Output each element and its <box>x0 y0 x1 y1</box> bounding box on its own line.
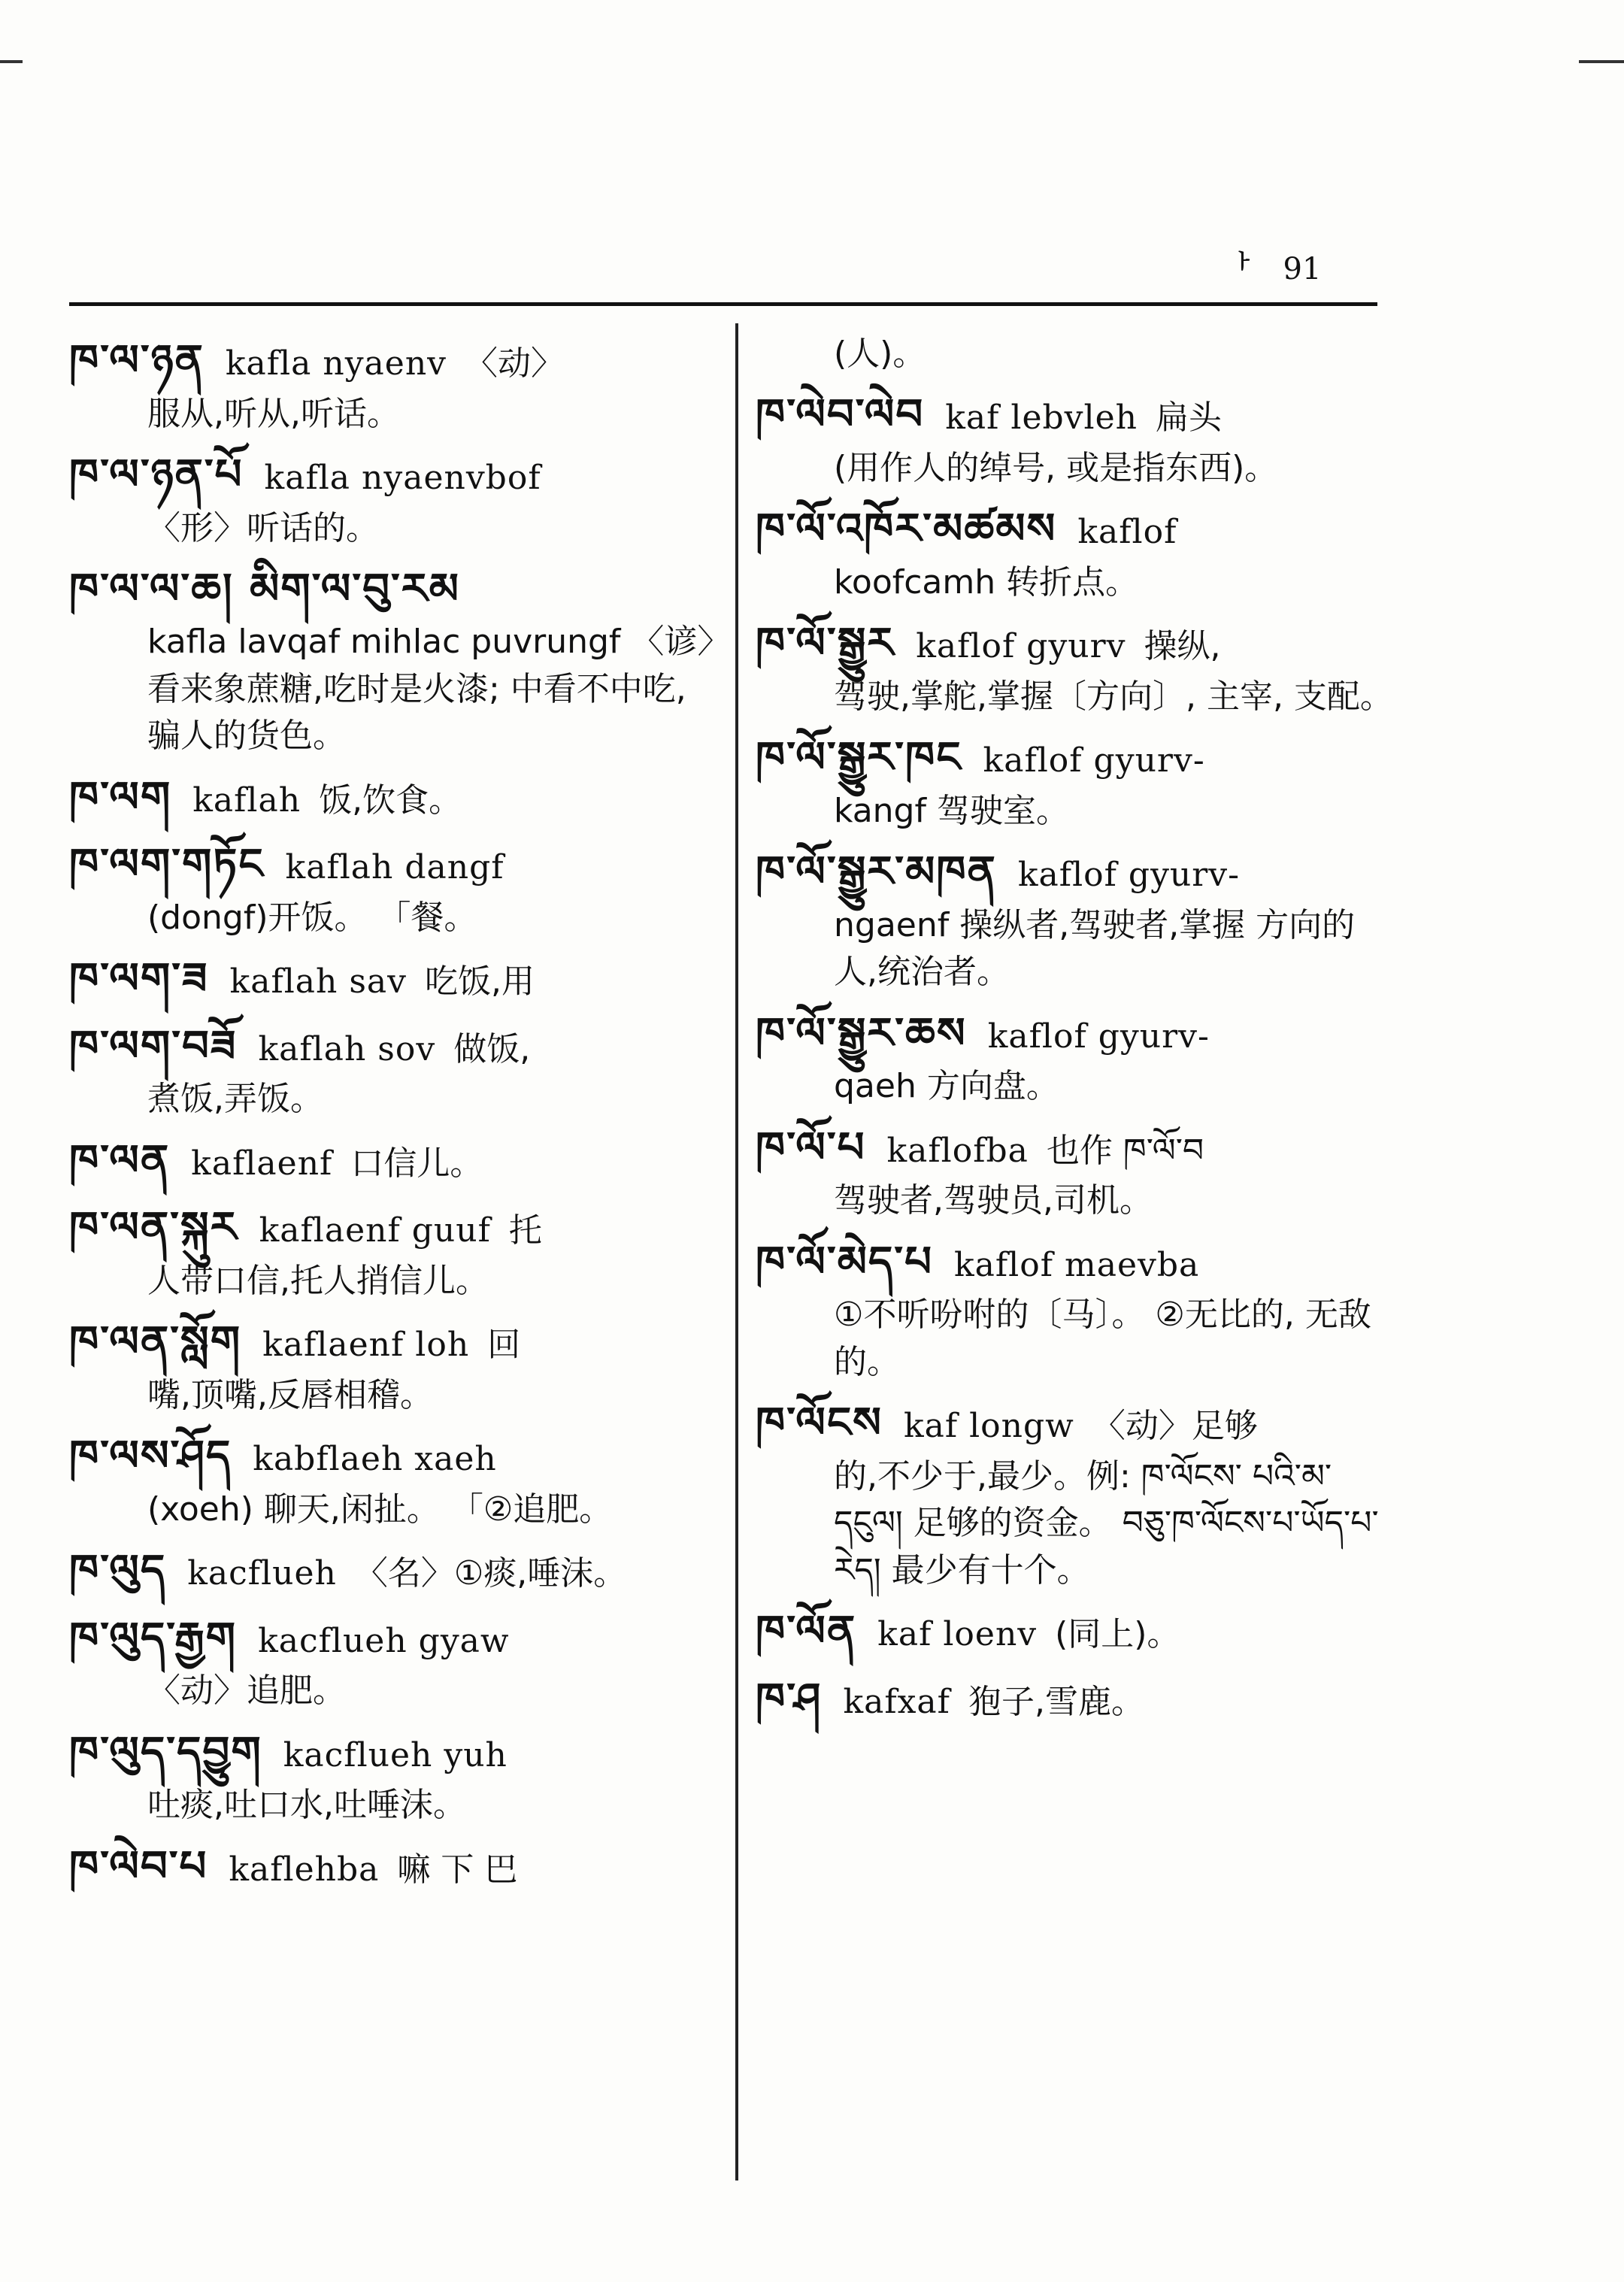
entry-definition: (用作人的绰号, 或是指东西)。 <box>834 448 1278 487</box>
entry-definition-start: 嘛 下 巴 <box>397 1850 518 1889</box>
entry-headword: ཁ་ལེབ་པ <box>69 1841 208 1891</box>
entry-romanization: kaflof gyurv- <box>987 1017 1210 1056</box>
entry-romanization: kaflof <box>1077 513 1177 552</box>
entry-definition-start: 〈名〉①痰,唾沫。 <box>354 1554 627 1593</box>
entry-headword: ཁ་ལག <box>69 772 172 822</box>
entry-first-line <box>69 1541 716 1601</box>
entry-first-line <box>69 1723 716 1783</box>
entry-romanization: kaflehba <box>229 1850 380 1889</box>
entry-first-line <box>756 614 1395 674</box>
entry-headword: ཁ་ལག་གཏོང <box>69 840 265 889</box>
entry-romanization: kaflah dangf <box>285 848 504 887</box>
entry-first-line <box>756 1669 1395 1729</box>
entry-headword: ཁ་ལོ་མེད་པ <box>756 1237 933 1286</box>
dictionary-entry <box>756 842 1395 996</box>
dictionary-entry <box>69 768 716 828</box>
entry-romanization: kaflah sov <box>258 1029 436 1068</box>
entry-definition: 驾驶者,驾驶员,司机。 <box>834 1181 1153 1220</box>
entry-romanization: kaflofba <box>886 1131 1029 1170</box>
entry-first-line <box>756 728 1395 788</box>
entry-romanization: kaflaenf guuf <box>259 1211 491 1250</box>
entry-headword: ཁ་ལན་སྐུར <box>69 1203 238 1253</box>
right-column <box>756 331 1395 1736</box>
dictionary-entry <box>69 331 716 438</box>
dictionary-entry <box>69 949 716 1009</box>
entry-definition-start: 操纵, <box>1144 627 1221 666</box>
entry-romanization: kafla nyaenv <box>225 344 447 383</box>
entry-romanization: kaflof gyurv <box>916 627 1126 666</box>
entry-definition-start: 扁头 <box>1155 399 1222 438</box>
entry-definition-start: 回 <box>487 1326 521 1365</box>
entry-definition: 吐痰,吐口水,吐唾沫。 <box>147 1786 466 1825</box>
dictionary-entry <box>69 1017 716 1123</box>
dictionary-entry <box>756 1232 1395 1386</box>
dictionary-entry <box>69 559 716 760</box>
dictionary-entry <box>69 835 716 941</box>
entry-first-line <box>69 331 716 391</box>
entry-definition: 嘴,顶嘴,反唇相稽。 <box>147 1375 433 1414</box>
entry-headword: ཁ་ལ་ཉན་པོ <box>69 450 244 499</box>
entry-definition: 驾驶,掌舵,掌握〔方向〕, 主宰, 支配。 <box>834 677 1393 716</box>
entry-first-line <box>69 1198 716 1258</box>
entry-definition-start: 饭,饮食。 <box>319 780 462 820</box>
entry-romanization: kaflaenf loh <box>262 1326 470 1365</box>
entry-first-line <box>69 445 716 505</box>
entry-romanization: kaflof maevba <box>953 1245 1200 1284</box>
entry-headword: ཁ་ལན་སློག <box>69 1317 242 1367</box>
dictionary-entry <box>69 1608 716 1715</box>
entry-romanization: kaflof gyurv- <box>983 741 1205 780</box>
entry-romanization: kaf lebvleh <box>945 399 1138 438</box>
dictionary-entry <box>756 1602 1395 1662</box>
entry-first-line <box>69 1837 716 1897</box>
entry-headword: ཁ་ལ་ལ་ཆ། མིག་ལ་བུ་རམ <box>69 564 460 614</box>
entry-headword: ཁ་ལུད <box>69 1546 167 1596</box>
entry-headword: ཁ་ལོ་སྒྱུར་ཁང <box>756 733 962 783</box>
entry-first-line <box>756 385 1395 445</box>
dictionary-entry <box>756 614 1395 720</box>
entry-definition-start: 〈动〉足够 <box>1092 1407 1258 1446</box>
entry-definition-start: 也作 ཁ་ལོ་བ <box>1046 1131 1204 1170</box>
entry-headword: ཁ་ལོན <box>756 1607 857 1656</box>
entry-headword: ཁ་ལོ་སྒྱུར <box>756 619 895 668</box>
scan-edge-mark-left <box>0 60 23 63</box>
entry-headword: ཁ་ཤ <box>756 1674 823 1723</box>
entry-definition: 人带口信,托人捎信儿。 <box>147 1261 489 1300</box>
dictionary-entry <box>756 728 1395 835</box>
entry-definition: 的,不少于,最少。例: ཁ་ལོངས་ པའི་མ་དངུལ། 足够的资金。 བཅུ་ཁ་ལོངས་པ་ཡོད་པ་རེད། 最少有十个。 <box>834 1456 1379 1590</box>
entry-definition: 〈形〉听话的。 <box>147 508 379 547</box>
entry-headword: ཁ་ལོ་སྒྱུར་མཁན <box>756 847 997 897</box>
entry-definition: qaeh 方向盘。 <box>834 1067 1059 1106</box>
entry-definition: ngaenf 操纵者,驾驶者,掌握 方向的人,统治者。 <box>834 905 1356 992</box>
entry-definition-start: 〈动〉 <box>465 344 565 383</box>
entry-first-line <box>756 1232 1395 1293</box>
entry-definition-start: 托 <box>508 1211 542 1250</box>
entry-definition: 煮饭,弄饭。 <box>147 1080 323 1119</box>
dictionary-entry <box>69 1723 716 1829</box>
entry-first-line <box>69 1608 716 1668</box>
entry-first-line <box>69 835 716 895</box>
entry-headword: ཁ་ལག་བཟོ <box>69 1021 238 1071</box>
dictionary-entry <box>69 1837 716 1897</box>
column-divider <box>735 323 738 2180</box>
dictionary-entry <box>69 1312 716 1419</box>
entry-first-line <box>756 1004 1395 1064</box>
page-number: 91 <box>1283 252 1322 286</box>
entry-romanization: kaf longw <box>903 1407 1074 1446</box>
entry-definition-start: 狍子,雪鹿。 <box>968 1682 1144 1721</box>
entry-definition: (人)。 <box>834 335 926 373</box>
left-column <box>69 331 716 1904</box>
entry-first-line <box>69 1312 716 1372</box>
header-rule <box>69 302 1377 306</box>
entry-headword: ཁ་ལ་ཉན <box>69 336 205 385</box>
entry-romanization: kaflaenf <box>191 1144 333 1183</box>
entry-definition-start: 做饭, <box>453 1029 531 1068</box>
entry-definition: ①不听吩咐的〔马〕。 ②无比的, 无敌的。 <box>834 1296 1371 1381</box>
entry-romanization: kafxaf <box>843 1682 950 1721</box>
page-header <box>1218 241 1321 289</box>
entry-first-line <box>69 559 716 620</box>
entry-romanization: kaflah <box>192 780 301 820</box>
entry-romanization: kafla nyaenvbof <box>264 458 541 497</box>
entry-first-line <box>756 1393 1395 1453</box>
entry-romanization: kaflof gyurv- <box>1017 856 1241 895</box>
entry-romanization: kaflah sav <box>229 962 408 1002</box>
entry-first-line <box>69 1131 716 1191</box>
entry-headword: ཁ་ལུད་དབྱུག <box>69 1727 262 1777</box>
entry-headword: ཁ་ལོ་འཁོར་མཚམས <box>756 505 1057 554</box>
entry-definition-start: (同上)。 <box>1055 1615 1180 1654</box>
entry-first-line <box>756 1602 1395 1662</box>
entry-definition: 服从,听从,听话。 <box>147 394 400 433</box>
entry-romanization: kacflueh <box>187 1554 337 1593</box>
entry-headword: ཁ་ལུད་རྒྱག <box>69 1613 238 1662</box>
entry-definition: (xoeh) 聊天,闲扯。 「②追肥。 <box>147 1490 613 1529</box>
dictionary-entry <box>69 1426 716 1533</box>
entry-headword: ཁ་ལོ་སྒྱུར་ཆས <box>756 1008 967 1058</box>
entry-headword: ཁ་ལག་ཟ <box>69 954 209 1004</box>
dictionary-entry <box>756 385 1395 492</box>
entry-definition: kafla lavqaf mihlac puvrungf 〈谚〉看来象蔗糖,吃时是火漆; 中看不中吃,骗人的货色。 <box>147 623 714 756</box>
dictionary-entry <box>69 445 716 552</box>
entry-headword: ཁ་ལན <box>69 1135 171 1185</box>
entry-headword: ཁ་ལེབ་ལེབ <box>756 390 925 440</box>
entry-first-line <box>756 842 1395 902</box>
scan-edge-mark-right <box>1579 60 1624 63</box>
entry-definition: kangf 驾驶室。 <box>834 791 1069 830</box>
dictionary-entry <box>69 1198 716 1305</box>
dictionary-entry <box>756 1669 1395 1729</box>
entry-headword: ཁ་ལོ་པ <box>756 1123 866 1172</box>
header-glyph: ᅡ <box>1218 249 1250 287</box>
entry-first-line <box>69 949 716 1009</box>
entry-definition: koofcamh 转折点。 <box>834 562 1139 602</box>
entry-romanization: kabflaeh xaeh <box>253 1440 497 1479</box>
entry-first-line <box>69 768 716 828</box>
entry-romanization: kaf loenv <box>877 1615 1038 1654</box>
entry-first-line <box>69 1017 716 1077</box>
entry-definition-start: 吃饭,用 <box>425 962 535 1002</box>
entry-romanization: kacflueh gyaw <box>258 1621 510 1660</box>
entry-headword: ཁ་ལོངས <box>756 1399 883 1448</box>
entry-first-line <box>756 1118 1395 1178</box>
entry-first-line <box>69 1426 716 1486</box>
entry-first-line <box>756 499 1395 559</box>
entry-romanization: kacflueh yuh <box>283 1735 508 1774</box>
dictionary-entry <box>756 1004 1395 1111</box>
dictionary-entry <box>756 331 1395 377</box>
entry-definition-start: 口信儿。 <box>350 1144 483 1183</box>
dictionary-entry <box>756 1118 1395 1225</box>
entry-headword: ཁ་ལས་ཤོད <box>69 1432 232 1481</box>
entry-definition: 〈动〉追肥。 <box>147 1671 346 1711</box>
dictionary-entry <box>69 1541 716 1601</box>
dictionary-entry <box>69 1131 716 1191</box>
entry-definition: (dongf)开饭。 「餐。 <box>147 898 477 937</box>
dictionary-entry <box>756 499 1395 606</box>
dictionary-entry <box>756 1393 1395 1594</box>
